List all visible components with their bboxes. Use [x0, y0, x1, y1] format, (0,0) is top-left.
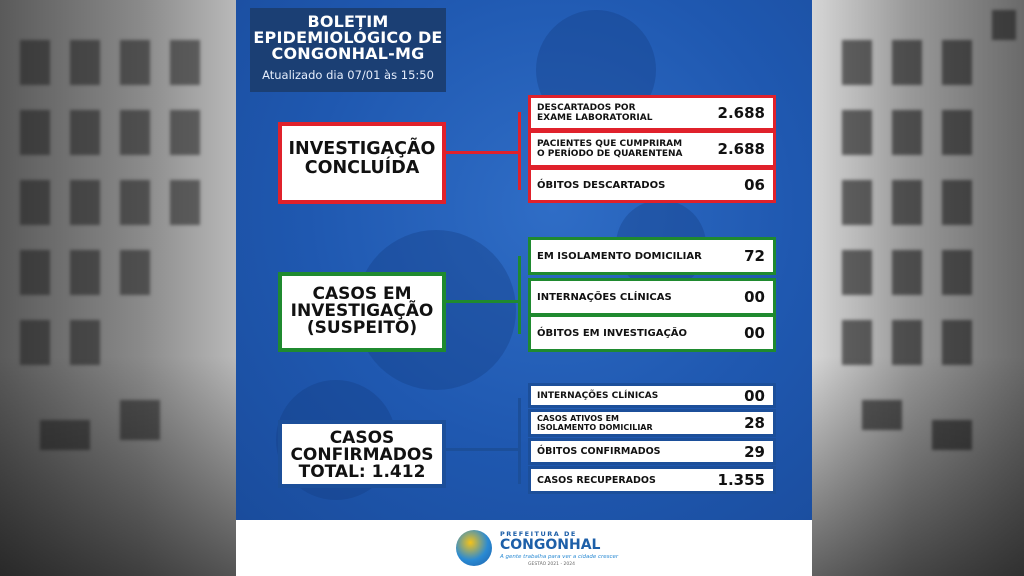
category-label-line1: INVESTIGAÇÃO	[288, 139, 436, 159]
bulletin-title-line2: EPIDEMIOLÓGICO DE	[253, 28, 443, 47]
stat-label: EXAME LABORATORIAL	[537, 113, 653, 123]
stat-value: 28	[744, 414, 765, 432]
stat-value: 2.688	[717, 140, 765, 158]
connector-line	[518, 398, 521, 484]
stat-label: O PERÍODO DE QUARENTENA	[537, 149, 683, 159]
category-total: TOTAL: 1.412	[298, 462, 426, 482]
category-label-line2: CONFIRMADOS	[290, 445, 434, 465]
stat-row	[528, 95, 776, 131]
stat-label: CASOS ATIVOS EM	[537, 414, 619, 423]
connector-line	[446, 448, 518, 451]
stat-row	[528, 466, 776, 494]
stat-label: DESCARTADOS POR	[537, 103, 636, 113]
stat-value: 00	[744, 288, 765, 306]
background-building-left	[0, 0, 236, 576]
prefeitura-logo	[456, 528, 619, 570]
stat-label: ÓBITOS DESCARTADOS	[537, 179, 666, 191]
stat-row	[528, 383, 776, 408]
stat-label: PACIENTES QUE CUMPRIRAM	[537, 139, 683, 149]
stat-row	[528, 438, 776, 465]
stat-label: INTERNAÇÕES CLÍNICAS	[537, 390, 659, 401]
updated-timestamp: Atualizado dia 07/01 às 15:50	[262, 68, 434, 82]
connector-line	[446, 151, 518, 154]
background-building-right	[812, 0, 1024, 576]
logo-years: GESTÃO 2021 - 2024	[528, 562, 575, 567]
stat-row	[528, 409, 776, 437]
category-investigacao-concluida	[278, 122, 446, 204]
poster-footer	[236, 520, 812, 576]
stat-value: 2.688	[717, 104, 765, 122]
category-label-line2: INVESTIGAÇÃO	[290, 301, 434, 321]
stat-label: ISOLAMENTO DOMICILIAR	[537, 423, 653, 432]
bulletin-title-line3: CONGONHAL-MG	[271, 44, 425, 63]
stat-value: 29	[744, 442, 765, 461]
stat-row	[528, 278, 776, 316]
category-label-line1: CASOS EM	[312, 284, 412, 304]
bulletin-header	[250, 8, 446, 92]
stat-row	[528, 167, 776, 203]
connector-line	[518, 112, 521, 190]
stat-value: 06	[744, 176, 765, 194]
stat-label: ÓBITOS CONFIRMADOS	[537, 446, 661, 457]
category-casos-investigacao	[278, 272, 446, 352]
category-label-line3: (SUSPEITO)	[306, 318, 418, 338]
stat-label: ÓBITOS EM INVESTIGAÇÃO	[537, 327, 688, 339]
logo-name: CONGONHAL	[500, 537, 601, 553]
category-label-line1: CASOS	[329, 428, 395, 448]
category-casos-confirmados	[278, 420, 446, 488]
stat-label: INTERNAÇÕES CLÍNICAS	[537, 291, 672, 303]
stat-value: 00	[744, 386, 765, 405]
connector-line	[446, 300, 518, 303]
stat-value: 72	[744, 247, 765, 265]
category-label-line2: CONCLUÍDA	[304, 158, 420, 178]
stat-value: 00	[744, 324, 765, 342]
bulletin-title-line1: BOLETIM	[307, 12, 389, 31]
stat-label: EM ISOLAMENTO DOMICILIAR	[537, 250, 702, 262]
stat-value: 1.355	[717, 471, 765, 489]
stat-label: CASOS RECUPERADOS	[537, 474, 656, 486]
prefeitura-emblem-icon	[456, 530, 492, 566]
stat-row	[528, 314, 776, 352]
bulletin-poster	[236, 0, 812, 520]
stat-row	[528, 237, 776, 275]
stat-row	[528, 130, 776, 168]
connector-line	[518, 256, 521, 334]
logo-tagline: A gente trabalha para ver a cidade crescer	[500, 554, 619, 560]
logo-prefix: PREFEITURA DE	[500, 530, 577, 538]
